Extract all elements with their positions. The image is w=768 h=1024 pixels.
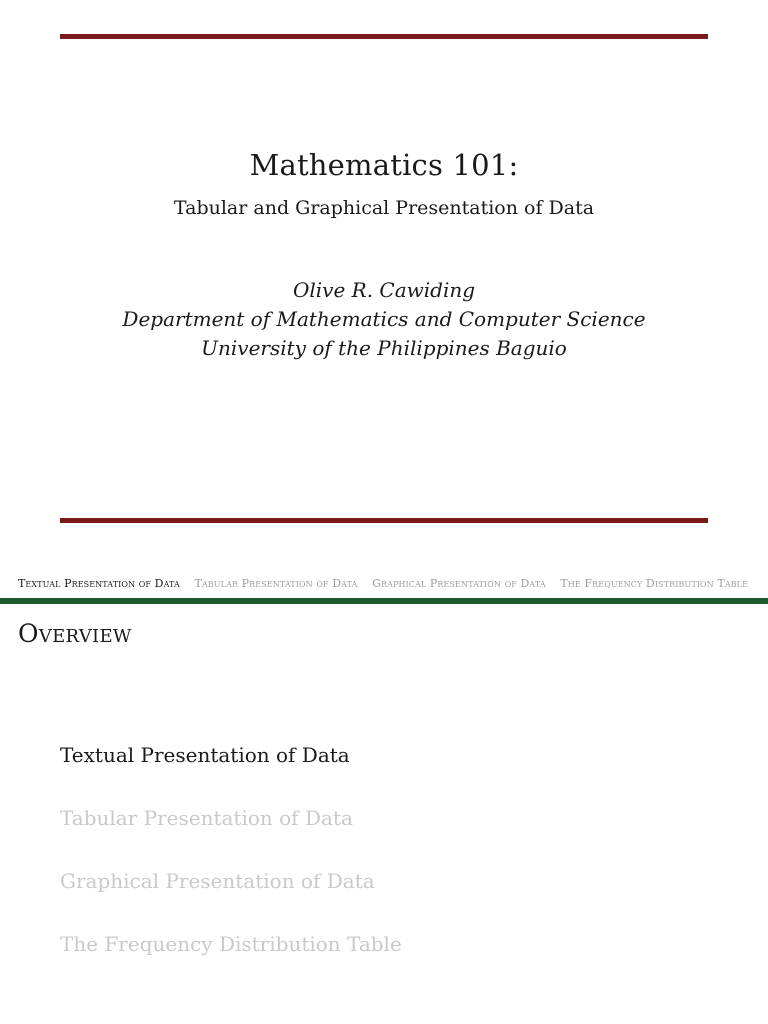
presentation-title: Mathematics 101: (249, 148, 519, 182)
author-department: Department of Mathematics and Computer Science (122, 307, 646, 331)
author-name: Olive R. Cawiding (292, 278, 476, 302)
nav-items (18, 577, 759, 590)
section-navigation (0, 545, 768, 597)
top-rule (60, 34, 708, 39)
nav-item-frequency[interactable]: The Frequency Distribution Table (560, 577, 749, 590)
nav-item-tabular[interactable]: Tabular Presentation of Data (194, 577, 358, 590)
author-institution: University of the Philippines Baguio (201, 336, 567, 360)
outline-item-textual: Textual Presentation of Data (60, 743, 350, 767)
outline-list (60, 743, 402, 995)
nav-item-graphical[interactable]: Graphical Presentation of Data (372, 577, 546, 590)
presentation-subtitle: Tabular and Graphical Presentation of Data (173, 197, 595, 219)
outline-item-frequency: The Frequency Distribution Table (60, 932, 402, 956)
overview-slide (0, 545, 768, 1024)
outline-item-graphical: Graphical Presentation of Data (60, 869, 375, 893)
outline-item-tabular: Tabular Presentation of Data (60, 806, 353, 830)
bottom-rule (60, 518, 708, 523)
nav-divider-bar (0, 598, 768, 604)
nav-item-textual[interactable]: Textual Presentation of Data (18, 577, 180, 590)
author-block (0, 276, 768, 363)
frame-title: Overview (18, 619, 132, 648)
